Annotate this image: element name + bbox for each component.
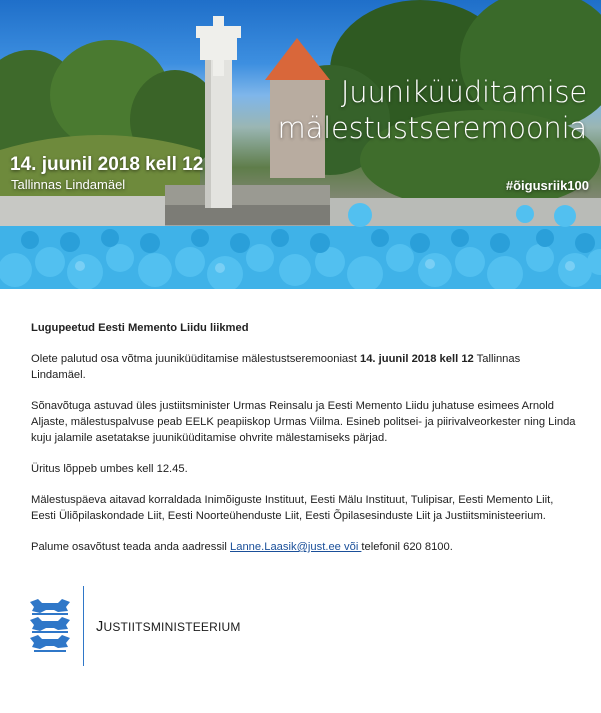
letter-body [31,320,576,570]
ministry-name-rest: USTIITSMINISTEERIUM [103,620,241,634]
letter-paragraph-invitation [31,351,576,383]
letter-paragraph-organizers: Mälestuspäeva aitavad korraldada Inimõiguste Instituut, Eesti Mälu Instituut, Tulipisar, Eesti Memento Liit, Eesti Üliõpilaskondade Liit, Eesti Noorteühenduste Liit, Eesti Õpilasesinduste Liit ja Justiitsministeerium. [31,494,554,522]
invitation-place: Tallinnas Lindamäel. [31,353,521,381]
invitation-text: Olete palutud osa võtma juuniküüditamise mälestustseremooniast [31,353,360,365]
letter-paragraph-end-time: Üritus lõppeb umbes kell 12.45. [31,463,188,475]
rsvp-text: Palume osavõtust teada anda aadressil [31,541,231,553]
invitation-date: 14. juunil 2018 kell 12 [359,353,474,365]
hero-hashtag: #õigusriik100 [505,178,589,193]
logo-divider [83,586,84,666]
rsvp-phone: telefonil 620 8100. [361,541,453,553]
estonian-coat-of-arms-icon [28,598,72,654]
ministry-logo [28,586,328,668]
hero-place: Tallinnas Lindamäel [11,177,126,192]
hero-title-line1: Juuniküüditamise [340,75,587,109]
hero-title-line2: mälestustseremoonia [277,111,587,145]
hero-date: 14. juunil 2018 kell 12 [10,154,204,175]
hero-title [278,74,587,146]
rsvp-email-link[interactable]: Lanne.Laasik@just.ee või [230,541,362,553]
hero-banner [0,0,601,289]
letter-greeting: Lugupeetud Eesti Memento Liidu liikmed [31,322,249,334]
letter-paragraph-rsvp [31,539,576,555]
ministry-name-initial: J [96,619,104,635]
letter-paragraph-speakers: Sõnavõtuga astuvad üles justiitsminister Urmas Reinsalu ja Eesti Memento Liidu juhatuse esimees Arnold Aljaste, mälestuspalvuse peab EELK peapiiskop Urmas Viilma. Esineb politsei- ja piirivalveorkester ning Linda kuju jalamile asetatakse juuniküüditamise ohvrite mälestamiseks pärjad. [31,400,576,444]
ministry-name [96,620,241,634]
